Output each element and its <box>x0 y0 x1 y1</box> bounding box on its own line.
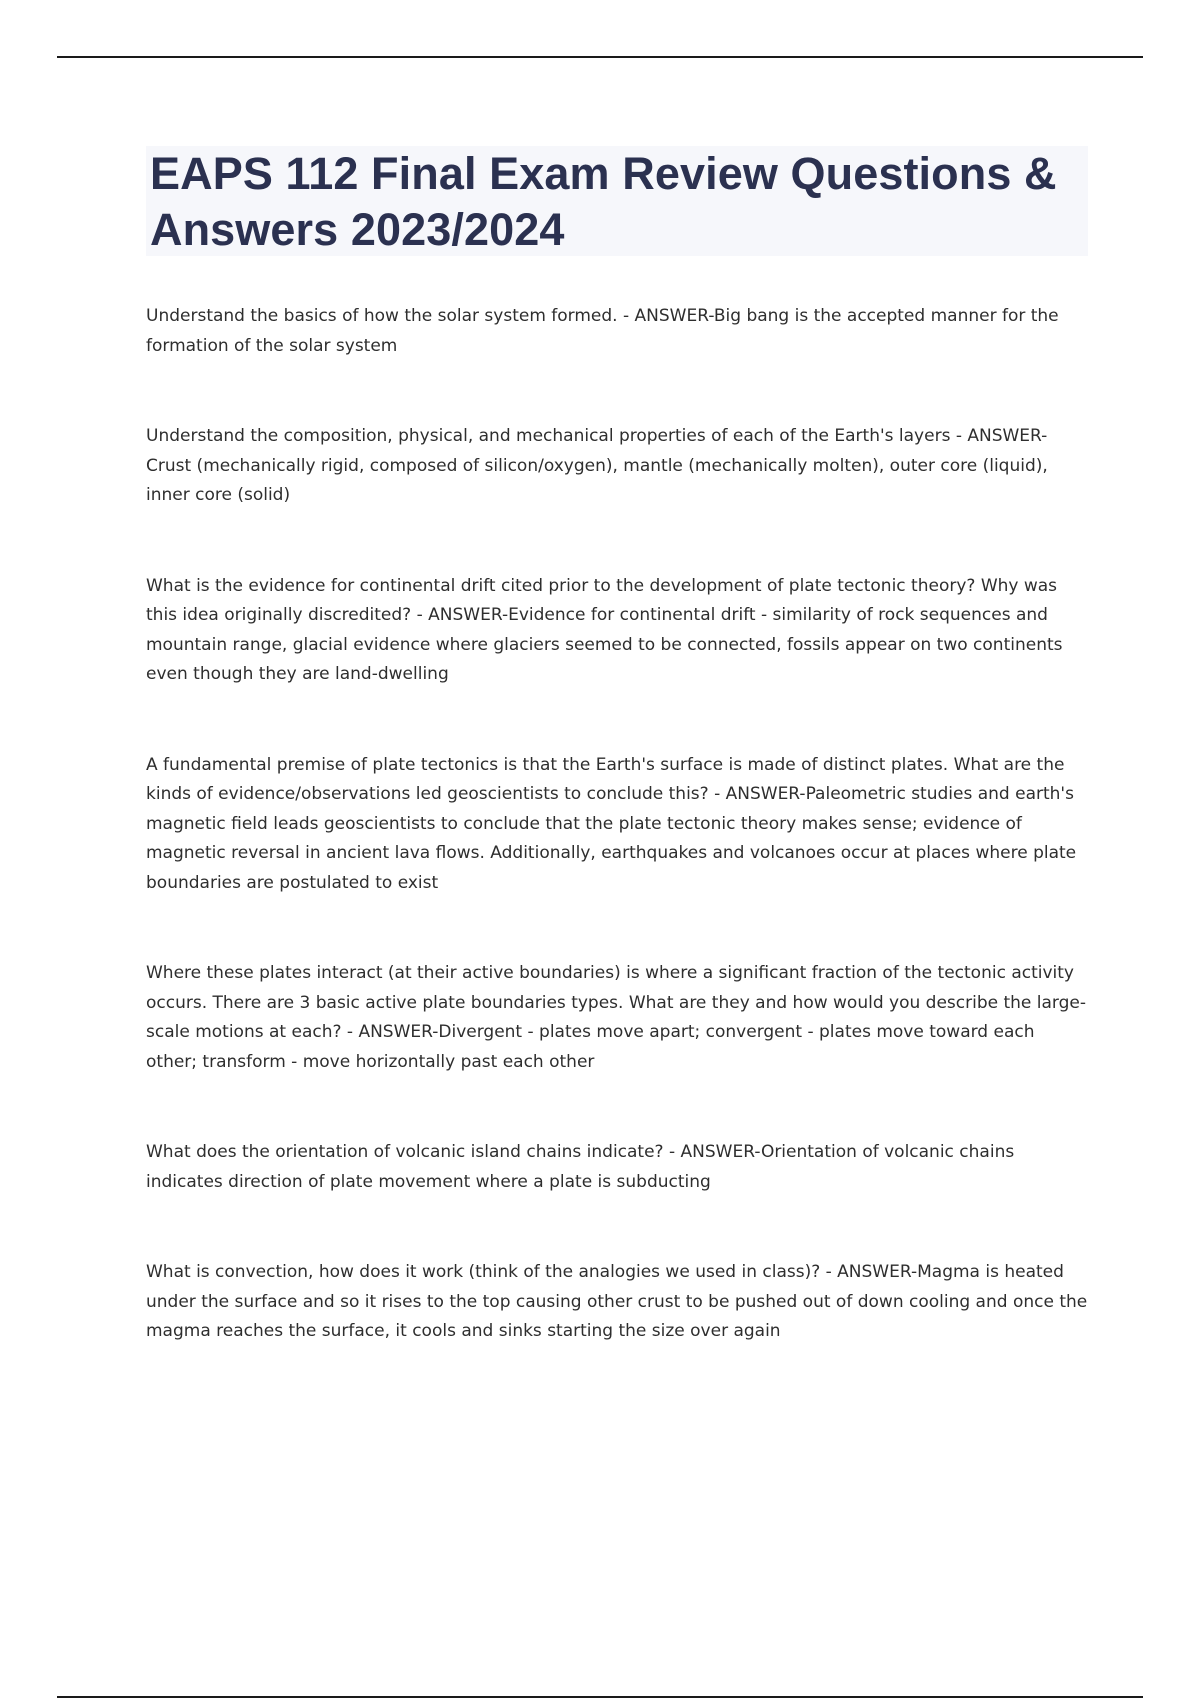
document-title: EAPS 112 Final Exam Review Questions & Answers 2023/2024 <box>150 148 1057 255</box>
qa-item-6: What does the orientation of volcanic island chains indicate? - ANSWER-Orientation of volcanic chains indicates direction of plate movement where a plate is subducting <box>146 1142 1015 1192</box>
qa-item-4: A fundamental premise of plate tectonics is that the Earth's surface is made of distinct plates. What are the kinds of evidence/observations led geoscientists to conclude this? - ANSWER-Paleometric studies and earth's magnetic field leads geoscientists to conclude that the plate tectonic theory makes sense; evidence of magnetic reversal in ancient lava flows. Additionally, earthquakes and volcanoes occur at places where plate boundaries are postulated to exist <box>146 754 1077 893</box>
bottom-rule <box>57 1696 1143 1698</box>
top-rule <box>57 56 1143 58</box>
qa-list <box>146 302 1088 1347</box>
qa-item-5: Where these plates interact (at their active boundaries) is where a significant fraction of the tectonic activity occurs. There are 3 basic active plate boundaries types. What are they and how would you describe the large-scale motions at each? - ANSWER-Divergent - plates move apart; convergent - plates move toward each other; transform - move horizontally past each other <box>146 963 1087 1072</box>
qa-item-1: Understand the basics of how the solar system formed. - ANSWER-Big bang is the accepted manner for the formation of the solar system <box>146 306 1059 356</box>
qa-item-2: Understand the composition, physical, and mechanical properties of each of the Earth's layers - ANSWER-Crust (mechanically rigid, composed of silicon/oxygen), mantle (mechanically molten), outer core (liquid), inner core (solid) <box>146 426 1048 505</box>
qa-item-7: What is convection, how does it work (think of the analogies we used in class)? - ANSWER-Magma is heated under the surface and so it rises to the top causing other crust to be pushed out of down cooling and once the magma reaches the surface, it cools and sinks starting the size over again <box>146 1262 1088 1341</box>
title-box <box>146 146 1088 256</box>
qa-item-3: What is the evidence for continental drift cited prior to the development of plate tectonic theory? Why was this idea originally discredited? - ANSWER-Evidence for continental drift - similarity of rock sequences and mountain range, glacial evidence where glaciers seemed to be connected, fossils appear on two continents even though they are land-dwelling <box>146 575 1063 684</box>
